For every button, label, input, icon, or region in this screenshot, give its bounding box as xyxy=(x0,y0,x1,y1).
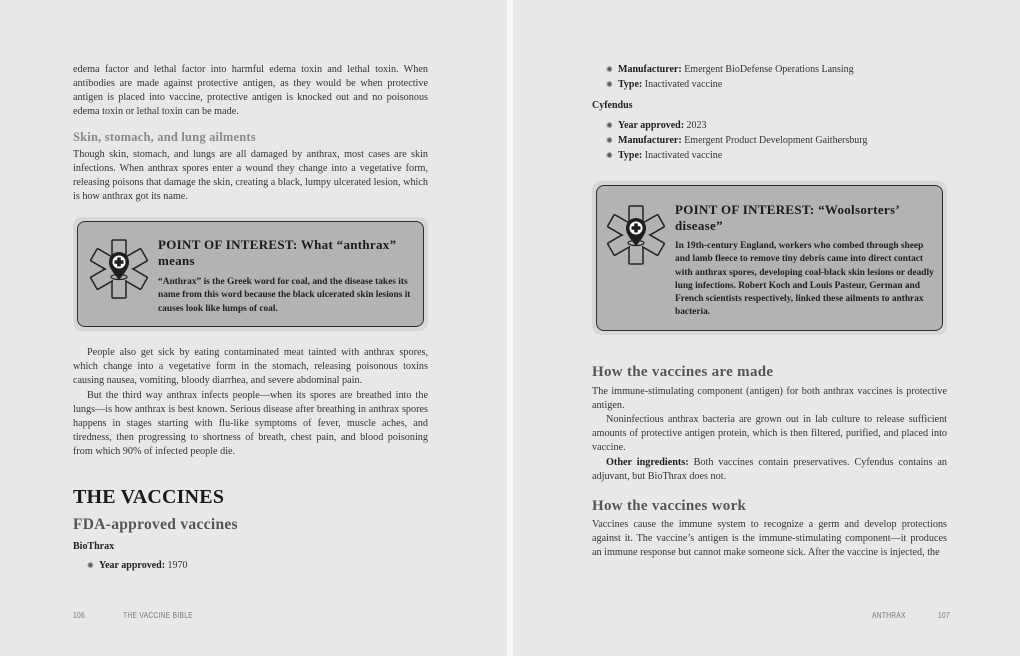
manufacturer-label: Manufacturer: xyxy=(618,135,682,146)
biothrax-manufacturer-item xyxy=(592,62,932,78)
year-approved-label: Year approved: xyxy=(99,560,166,571)
cyfendus-label: Cyfendus xyxy=(592,100,633,111)
star-of-life-pin-icon xyxy=(603,202,669,268)
manufacturer-label: Manufacturer: xyxy=(618,64,682,75)
type-value: Inactivated vaccine xyxy=(644,79,723,90)
right-page xyxy=(513,0,1020,656)
footer-page-number: 106 xyxy=(73,610,86,620)
year-approved-value: 1970 xyxy=(167,560,188,571)
poi-box-anthrax-meaning xyxy=(73,217,428,331)
how-made-paragraph-2: Noninfectious anthrax bacteria are grown out in lab culture to release sufficient amounts of protective antigen protein, which is then filtered, purified, and placed into vaccine. xyxy=(592,414,947,453)
ailments-paragraph: Though skin, stomach, and lungs are all damaged by anthrax, most cases are skin infections. When anthrax spores enter a wound they change into a vegetative form, releasing poisons that damage the skin, creating a black, lumpy ulcerated lesion, which is how anthrax got its name. xyxy=(73,149,428,202)
cyfendus-manufacturer-item xyxy=(592,133,932,149)
ailments-heading: Skin, stomach, and lung ailments xyxy=(73,130,256,144)
footer-page-number: 107 xyxy=(938,610,951,620)
poi-box-inner xyxy=(596,185,943,331)
left-page xyxy=(0,0,507,656)
poi-box-woolsorters xyxy=(592,181,947,335)
year-approved-label: Year approved: xyxy=(618,120,685,131)
poi-title: POINT OF INTEREST: “Woolsorters’ disease” xyxy=(675,202,899,233)
biothrax-type-item xyxy=(592,77,932,93)
biothrax-year-item xyxy=(73,558,413,574)
type-label: Type: xyxy=(618,150,643,161)
manufacturer-value: Emergent BioDefense Operations Lansing xyxy=(684,64,854,75)
intro-paragraph: edema factor and lethal factor into harmful edema toxin and lethal toxin. When antibodies are made against protective antigen, as they would be when protective antigen is placed into vaccine, protective antigen is knocked out and no poisonous edema toxin or lethal toxin can be made. xyxy=(73,64,428,117)
cyfendus-year-item xyxy=(592,118,932,134)
manufacturer-value: Emergent Product Development Gaithersburg xyxy=(684,135,868,146)
poi-text: In 19th-century England, workers who combed through sheep and lamb fleece to remove tiny debris came into direct contact with anthrax spores, developing coal-black skin lesions or deadly lung infections. Robert Koch and Louis Pasteur, German and French scientists respectively, linked these ailments to anthrax bacteria. xyxy=(675,241,934,318)
vaccines-heading: THE VACCINES xyxy=(73,486,225,508)
footer-book-title: THE VACCINE BIBLE xyxy=(123,610,194,620)
biothrax-label: BioThrax xyxy=(73,541,115,552)
poi-box-inner xyxy=(77,221,424,327)
year-approved-value: 2023 xyxy=(686,120,707,131)
other-ingredients-label: Other ingredients: xyxy=(606,457,689,468)
how-work-heading: How the vaccines work xyxy=(592,498,747,514)
type-value: Inactivated vaccine xyxy=(644,150,723,161)
poi-title: POINT OF INTEREST: What “anthrax” means xyxy=(158,237,397,268)
other-ingredients-paragraph xyxy=(592,456,947,484)
star-of-life-pin-icon xyxy=(86,236,152,302)
cyfendus-type-item xyxy=(592,148,932,164)
how-made-paragraph-1: The immune-stimulating component (antigen) for both anthrax vaccines is protective antigen. xyxy=(592,386,947,411)
footer-chapter-title: ANTHRAX xyxy=(872,610,906,620)
poi-text: “Anthrax” is the Greek word for coal, and the disease takes its name from this word because the black ulcerated skin lesions it causes look like lumps of coal. xyxy=(158,277,411,314)
meat-paragraph: People also get sick by eating contaminated meat tainted with anthrax spores, which change into a vegetative form in the stomach, releasing poisonous toxins causing nausea, vomiting, bloody diarrhea, and severe abdominal pain. xyxy=(73,347,428,386)
fda-approved-heading: FDA-approved vaccines xyxy=(73,516,238,533)
how-made-heading: How the vaccines are made xyxy=(592,364,774,380)
other-ingredients-text: Both vaccines contain preservatives. Cyfendus contains an adjuvant, but BioThrax does not. xyxy=(592,457,947,482)
lungs-paragraph: But the third way anthrax infects people—when its spores are breathed into the lungs—is how anthrax is best known. Serious disease after breathing in anthrax spores happens in stages starting with flu-like symptoms of fever, muscle aches, and tiredness, then progressing to shortness of breath, chest pain, and blood poisoning from which 90% of infected people die. xyxy=(73,390,428,457)
how-work-paragraph: Vaccines cause the immune system to recognize a germ and develop protections against it. The vaccine’s antigen is the immune-stimulating component—it produces an immune response but cannot make someone sick. After the vaccine is injected, the xyxy=(592,519,947,558)
type-label: Type: xyxy=(618,79,643,90)
